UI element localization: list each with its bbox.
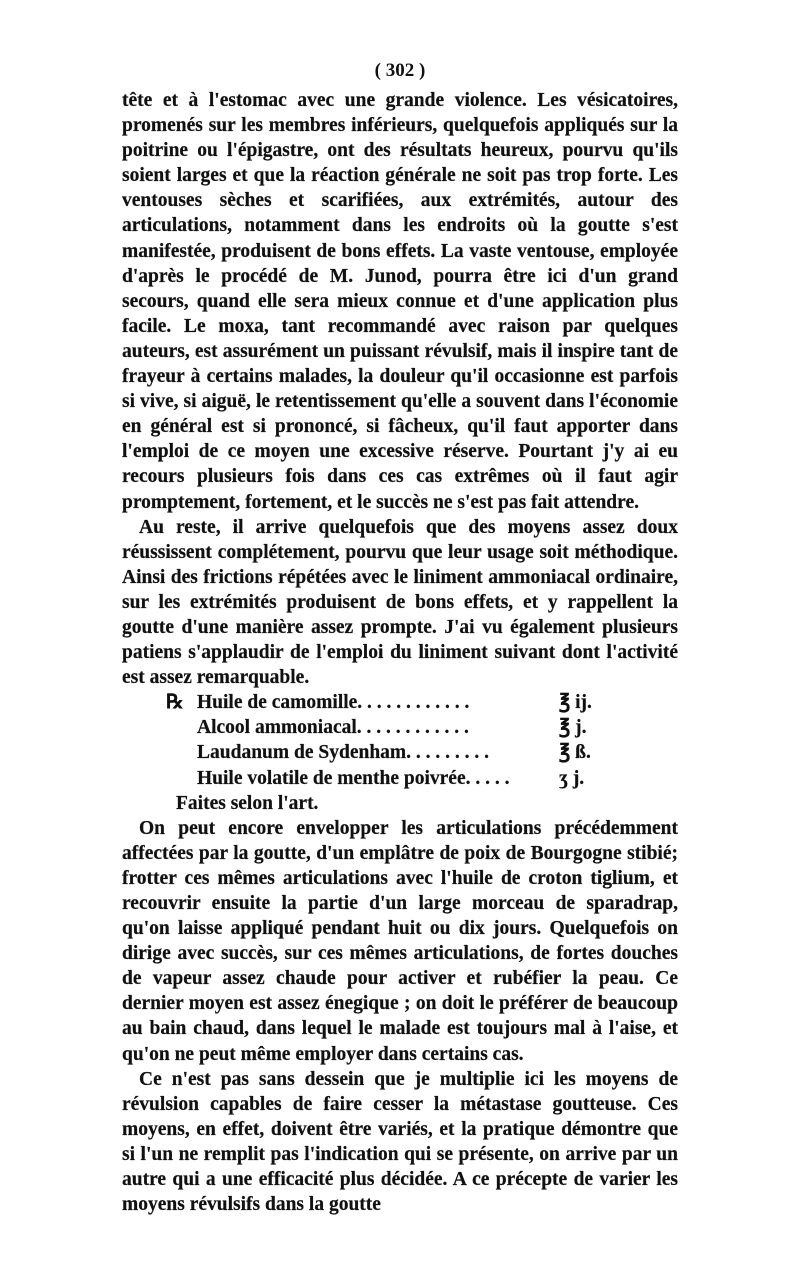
rx-symbol: ℞ xyxy=(166,692,184,714)
ingredient-dose: ℥ ij. xyxy=(559,692,592,714)
paragraph: tête et à l'estomac avec une grande violence. Les vésicatoires, promenés sur les membres inférieurs, quelquefois appliqués sur la poitrine ou l'épigastre, ont des résultats heureux, pourvu qu'ils soient larges et que la réaction générale ne soit pas trop forte. Les ventouses sèches et scarifiées, aux extrémités, autour des articulations, notamment dans les endroits où la goutte s'est manifestée, produisent de bons effets. La vaste ventouse, employée d'après le procédé de M. Junod, pourra être ici d'un grand secours, quand elle sera mieux connue et d'une application plus facile. Le moxa, tant recommandé avec raison par quelques auteurs, est assurément un puissant révulsif, mais il inspire tant de frayeur à certains malades, la douleur qu'il occasionne est parfois si vive, si aiguë, le retentissement qu'elle a souvent dans l'économie en général est si prononcé, si fâcheux, qu'il faut apporter dans l'emploi de ce moyen une excessive réserve. Pourtant j'y ai eu recours plusieurs fois dans ces cas extrêmes où il faut agir promptement, fortement, et le succès ne s'est pas fait attendre. xyxy=(122,90,678,513)
ingredient-dose: ℥ j. xyxy=(559,717,587,739)
paragraph: Au reste, il arrive quelquefois que des moyens assez doux réussissent complétement, pourvu que leur usage soit méthodique. Ainsi des frictions répétées avec le liniment ammoniacal ordinaire, sur les extrémités produisent de bons effets, et y rappellent la goutte d'une manière assez prompte. J'ai vu également plusieurs patiens s'applaudir de l'emploi du liniment suivant dont l'activité est assez remarquable. xyxy=(122,516,678,689)
ingredient-name: Alcool ammoniacal. . . . . . . . . . . . xyxy=(197,717,469,739)
paragraph: Ce n'est pas sans dessein que je multiplie ici les moyens de révulsion capables de faire cesser la métastase goutteuse. Ces moyens, en effet, doivent être variés, et la pratique démontre que si l'un ne remplit pas l'indication qui se présente, on arrive par un autre qui a une efficacité plus décidée. A ce précepte de varier les moyens révulsifs dans la goutte xyxy=(122,1068,678,1216)
ingredient-dose: ʒ j. xyxy=(559,767,585,789)
paragraph: On peut encore envelopper les articulations précédemment affectées par la goutte, d'un emplâtre de poix de Bourgogne stibié; frotter ces mêmes articulations avec l'huile de croton tiglium, et recouvrir ensuite la partie d'un large morceau de sparadrap, qu'on laisse appliqué pendant huit ou dix jours. Quelquefois on dirige avec succès, sur ces mêmes articulations, de fortes douches de vapeur assez chaude pour activer et rubéfier la peau. Ce dernier moyen est assez énegique ; on doit le préférer de beaucoup au bain chaud, dans lequel le malade est toujours mal à l'aise, et qu'on ne peut même employer dans certains cas. xyxy=(122,817,678,1065)
ingredient-name: Huile volatile de menthe poivrée. . . . . xyxy=(197,767,510,789)
recipe-item xyxy=(122,715,678,740)
ingredient-name: Laudanum de Sydenham. . . . . . . . . xyxy=(197,742,490,764)
recipe-item xyxy=(122,690,678,715)
instruction-text: Faites selon l'art. xyxy=(176,792,319,814)
body-text xyxy=(122,88,678,1217)
recipe-item xyxy=(122,740,678,765)
ingredient-name: Huile de camomille. . . . . . . . . . . . xyxy=(197,692,470,714)
recipe-instruction xyxy=(122,791,678,816)
recipe-formula xyxy=(122,690,678,815)
ingredient-dose: ℥ ß. xyxy=(559,742,591,764)
page-number: ( 302 ) xyxy=(374,60,426,81)
recipe-item xyxy=(122,766,678,791)
